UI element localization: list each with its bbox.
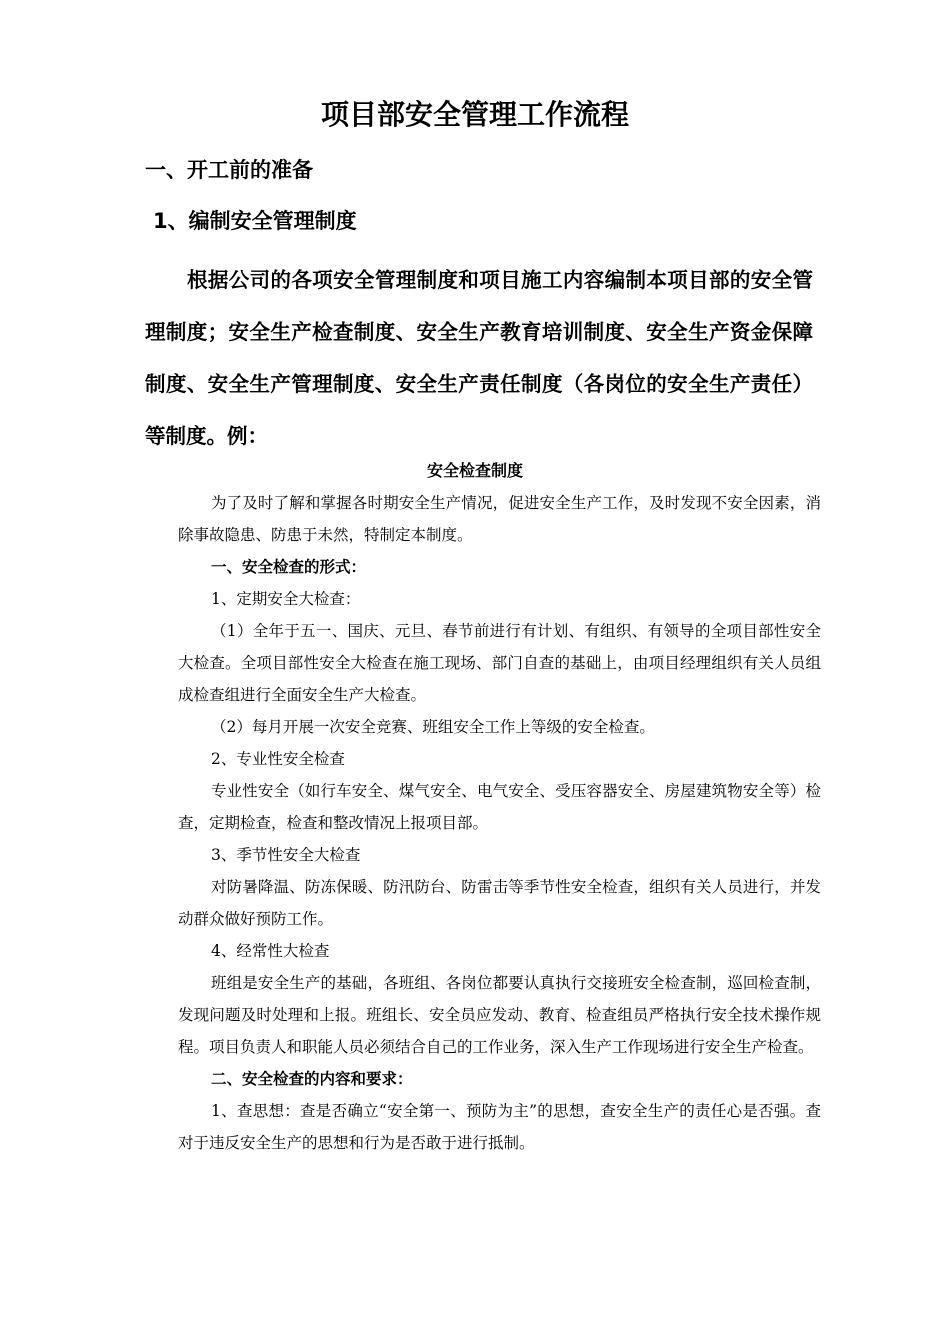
section-heading: 一、安全检查的形式： xyxy=(211,557,367,576)
paragraph: 1、查思想：查是否确立“安全第一、预防为主”的思想，查安全生产的责任心是否强。查对于违反安全生产的思想和行为是否敢于进行抵制。 xyxy=(178,1102,821,1152)
item-heading: 3、季节性安全大检查 xyxy=(211,846,361,864)
example-body xyxy=(178,487,821,1159)
example-title: 安全检查制度 xyxy=(426,461,523,480)
paragraph: 班组是安全生产的基础，各班组、各岗位都要认真执行交接班安全检查制，巡回检查制，发现问题及时处理和上报。班组长、安全员应发动、教育、检查组员严格执行安全技术操作规程。项目负责人和职能人员必须结合自己的工作业务，深入生产工作现场进行安全生产检查。 xyxy=(178,974,821,1056)
item-heading: 1、定期安全大检查： xyxy=(211,590,361,608)
paragraph: 专业性安全（如行车安全、煤气安全、电气安全、受压容器安全、房屋建筑物安全等）检查，定期检查，检查和整改情况上报项目部。 xyxy=(178,782,821,832)
document-title: 项目部安全管理工作流程 xyxy=(320,98,629,131)
section-heading: 一、开工前的准备 xyxy=(145,158,313,182)
item-heading: 2、专业性安全检查 xyxy=(211,750,345,768)
intro-paragraph: 根据公司的各项安全管理制度和项目施工内容编制本项目部的安全管理制度；安全生产检查制度、安全生产教育培训制度、安全生产资金保障制度、安全生产管理制度、安全生产责任制度（各岗位的安全生产责任）等制度。例： xyxy=(145,268,813,448)
paragraph: （1）全年于五一、国庆、元旦、春节前进行有计划、有组织、有领导的全项目部性安全大检查。全项目部性安全大检查在施工现场、部门自查的基础上，由项目经理组织有关人员组成检查组进行全面安全生产大检查。 xyxy=(178,622,821,704)
paragraph: 对防暑降温、防冻保暖、防汛防台、防雷击等季节性安全检查，组织有关人员进行，并发动群众做好预防工作。 xyxy=(178,878,821,928)
section-heading: 二、安全检查的内容和要求： xyxy=(211,1069,413,1088)
subsection-heading: 1、编制安全管理制度 xyxy=(153,209,357,233)
item-heading: 4、经常性大检查 xyxy=(211,942,330,960)
paragraph: 为了及时了解和掌握各时期安全生产情况，促进安全生产工作，及时发现不安全因素，消除事故隐患、防患于未然，特制定本制度。 xyxy=(178,494,821,544)
paragraph: （2）每月开展一次安全竞赛、班组安全工作上等级的安全检查。 xyxy=(211,718,655,736)
